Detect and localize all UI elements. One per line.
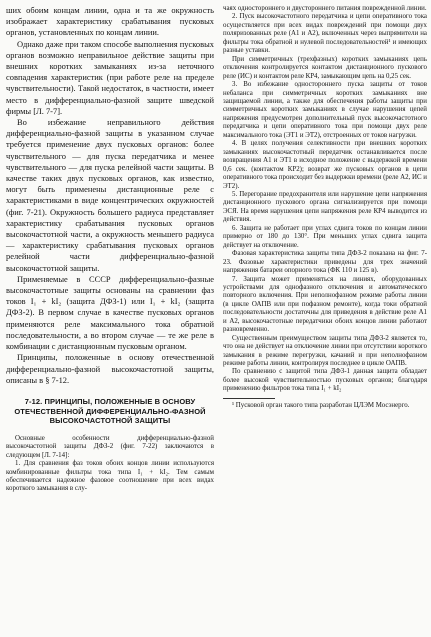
small-text — [223, 5, 427, 394]
paragraph: 4. В целях получения селективности при внешних коротких замыканиях высокочастотный передатчик останавливается после возвращения А1 и ЭТ1 в исходное положение с выдержкой времени 0,6 сек. (контактом КР2); возврат же пусковых органов в цепи оперативного тока происходит без выдержки времени (реле А2, ИС и ЭТ2). — [223, 140, 427, 190]
paragraph: 3. Во избежание одностороннего пуска защиты от токов небаланса при симметричных коротких замыканиях вне защищаемой линии, а также для обеспечения работы защиты при симметричных коротких замыканиях в случае нарушения цепей напряжения предусмотрен дополнительный пуск высокочастотного передатчика и цепи оперативного тока при помощи двух реле максимального тока (ЭТ1 и ЭТ2), отстроенных от токов нагрузки. — [223, 81, 427, 139]
paragraph: Однако даже при таком способе выполнения пусковых органов возможно неправильное действие защиты при внешних коротких замыканиях из-за неточного совпадения характеристик (при работе реле на пределе чувствительности). Такой недостаток, в частности, имеет место в дифференциально-фазной защите шведской фирмы [Л. 7-7]. — [6, 38, 214, 116]
paragraph: 6. Защита не работает при углах сдвига токов по концам линии примерно от 180 до 130°. При меньших углах сдвига защита действует на отключение. — [223, 224, 427, 249]
body-text — [6, 5, 214, 386]
paragraph: 2. Пуск высокочастотного передатчика и цепи оперативного тока осуществляется при всех видах повреждений при помощи двух поляризованных реле (А1 и А2), включенных через выпрямители на фильтры тока обратной и нулевой последовательностей¹ и имеющих разные уставки. — [223, 13, 427, 55]
paragraph: Принципы, положенные в основу отечественной дифференциально-фазной высокочастотной защиты, описаны в § 7-12. — [6, 352, 214, 385]
paragraph: 1. Для сравнения фаз токов обоих концов линии используются комбинированные фильтры тока типа I₁ + kI₂. Тем самым обеспечивается надежное фазовое соотношение при всех видах короткого замыкания в слу- — [6, 460, 214, 493]
paragraph: Основные особенности дифференциально-фазной высокочастотной защиты ДФЗ-2 (фиг. 7-22) заключаются в следующем [Л. 7-14]: — [6, 434, 214, 459]
paragraph: При симметричных (трехфазных) коротких замыканиях цепь отключения контролируется контактом дистанционного пускового реле (ИС) и контактом реле КР4, замыкающим цепь на 0,25 сек. — [223, 55, 427, 80]
paragraph: 7. Защита может применяться на линиях, оборудованных устройствами для однофазного отключения и автоматического повторного включения. При неполнофазном режиме работы линии (в цикле ОАПВ или при пофазном ремонте), когда токи обратной последовательности достаточны для приведения в действие реле А1 и А2, высокочастотные передатчики обоих концов линии работают разновременно. — [223, 275, 427, 334]
paragraph: По сравнению с защитой типа ДФЗ-1 данная защита обладает более высокой чувствительностью пусковых органов; благодаря применению фильтров тока типа I₁ + kI₂ — [223, 368, 427, 393]
paragraph: Применяемые в СССР дифференциально-фазные высокочастотные защиты основаны на сравнении фаз токов I₁ + kI₂ (защита ДФЗ-1) или I₁ + kI₂ (защита ДФЗ-2). В первом случае в качестве пусковых органов применяются реле максимального тока обратной последовательности, а во втором случае — те же реле в комбинации с дистанционным пусковым органом. — [6, 273, 214, 352]
paragraph: Существенным преимуществом защиты типа ДФЗ-2 является то, что она не действует на отключение линии при отсутствии короткого замыкания в режиме перегрузки, качаний и при неполнофазном режиме работы линии, контролируя последнее в цикле ОАПВ. — [223, 334, 427, 368]
right-column — [223, 5, 427, 410]
small-text — [6, 435, 214, 494]
paragraph: Фазовая характеристика защиты типа ДФЗ-2 показана на фиг. 7-23. Фазовые характеристики приведены для трех значений напряжения батареи опорного тока (ФК 110 и 125 в). — [223, 250, 427, 275]
left-column — [6, 5, 214, 494]
footnote-rule — [223, 398, 275, 399]
section-heading: 7-12. ПРИНЦИПЫ, ПОЛОЖЕННЫЕ В ОСНОВУ ОТЕЧЕСТВЕННОЙ ДИФФЕРЕНЦИАЛЬНО-ФАЗНОЙ ВЫСОКОЧАСТОТНОЙ ЗАЩИТЫ — [14, 396, 206, 426]
paragraph: Во избежание неправильного действия дифференциально-фазной защиты в указанном случае требуется применение двух пусковых органов: более чувствительного — для пуска передатчика и менее чувствительного — для пуска релейной части защиты. В качестве таких двух пусковых органов, как известно, могут быть применены дистанционные реле с характеристиками в виде концентрических окружностей (фиг. 7-21). Окружность большего радиуса представляет характеристику срабатывания пусковых органов высокочастотной части, а окружность меньшего радиуса — характеристику срабатывания пусковых органов релейной части дифференциально-фазной высокочастотной защиты. — [6, 117, 214, 273]
paragraph: чаях одностороннего и двустороннего питания поврежденной линии. — [223, 5, 427, 12]
footnote: ¹ Пусковой орган такого типа разработан ЦЛЭМ Мосэнерго. — [232, 401, 410, 409]
paragraph: ших обоим концам линии, одна и та же окружность изображает характеристику срабатывания пусковых органов, установленных по концам линии. — [6, 5, 214, 38]
paragraph: 5. Перегорание предохранителя или нарушение цепи напряжения дистанционного пускового органа сигнализируется при помощи ЭСЯ. На время нарушения цепи напряжения реле КР4 выводится из действия. — [223, 190, 427, 224]
